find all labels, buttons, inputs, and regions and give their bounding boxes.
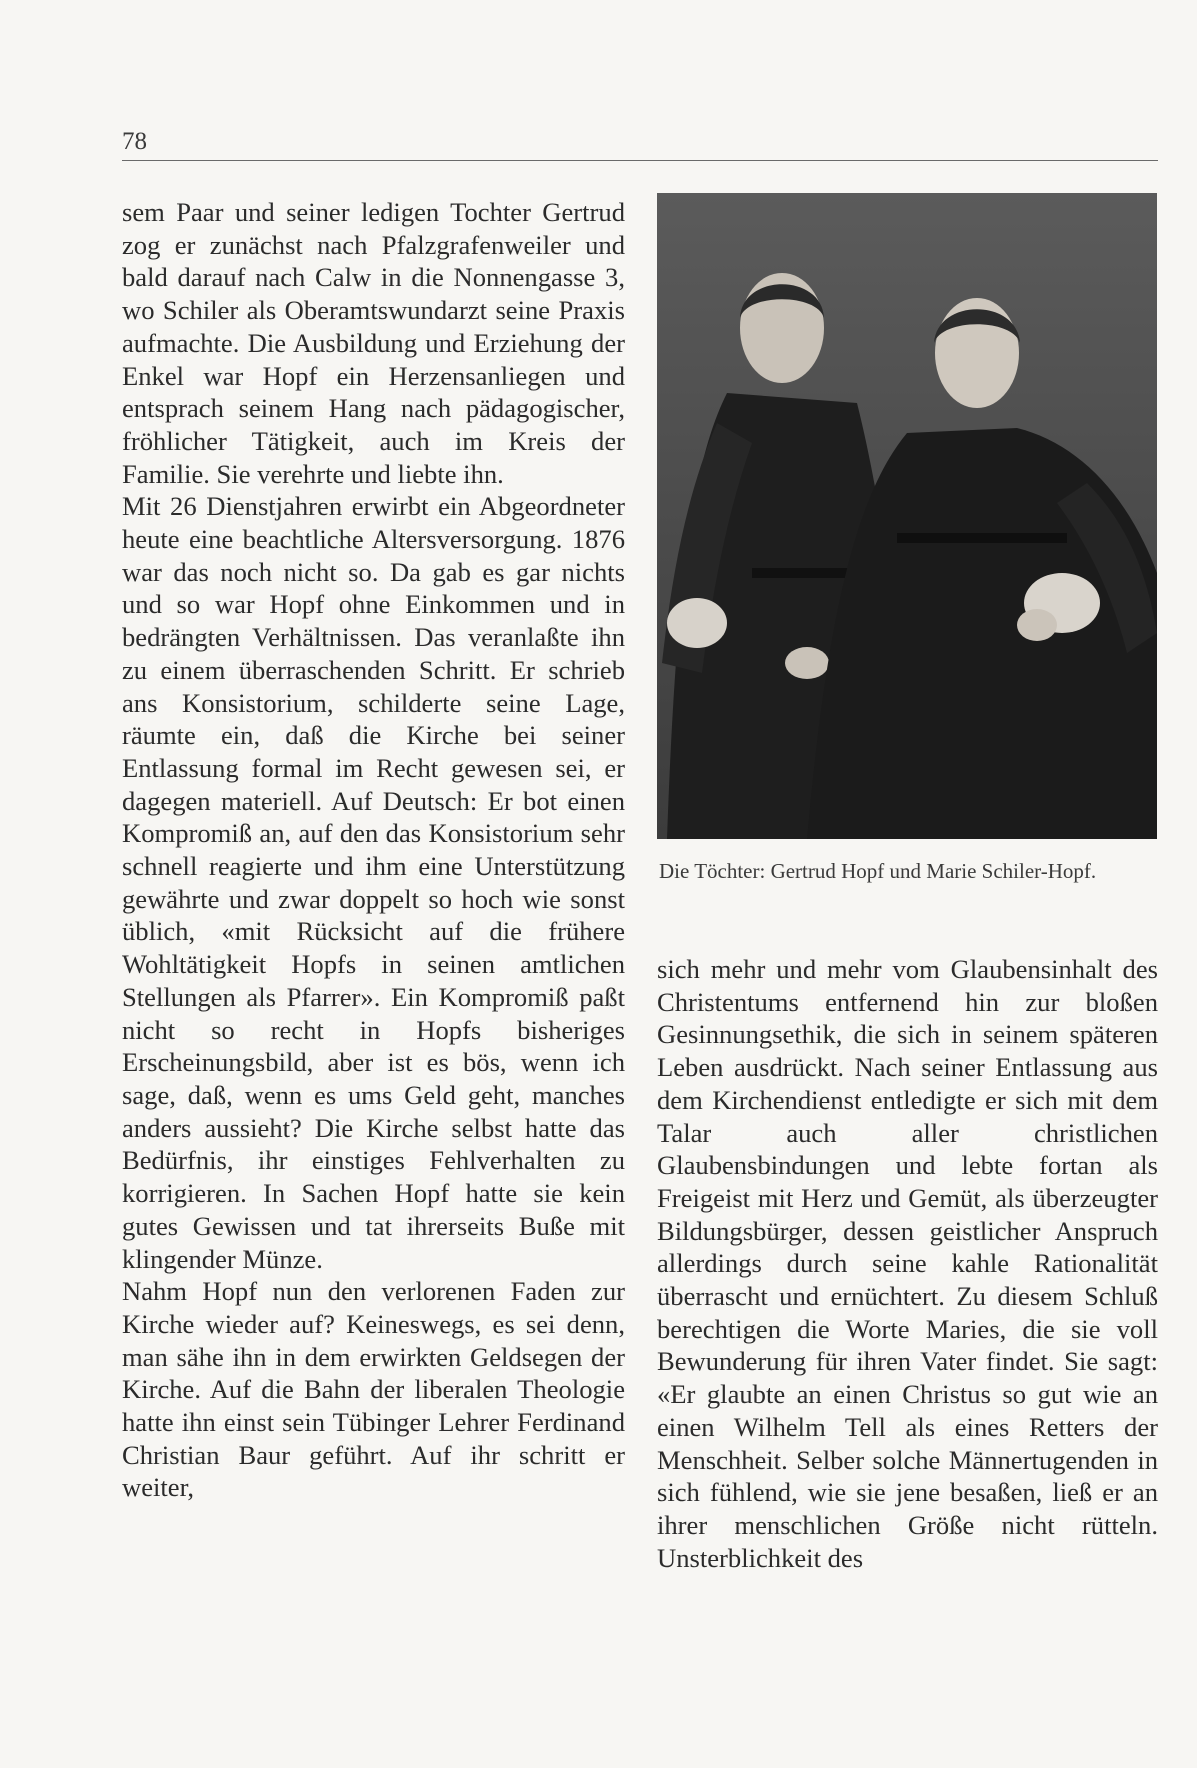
paragraph: Nahm Hopf nun den verlorenen Faden zur Kirche wieder auf? Keineswegs, es sei denn, man sähe ihn in dem erwirkten Geldsegen der Kirche. Auf die Bahn der liberalen Theologie hatte ihn einst sein Tübinger Lehrer Ferdinand Christian Baur geführt. Auf ihr schritt er weiter, — [122, 1276, 625, 1503]
paragraph: sich mehr und mehr vom Glaubensinhalt des Christentums entfernend hin zur bloßen Gesinnungsethik, die sich in seinem späteren Leben ausdrückt. Nach seiner Entlassung aus dem Kirchendienst entledigte er sich mit dem Talar auch aller christlichen Glaubensbindungen und lebte fortan als Freigeist mit Herz und Gemüt, als überzeugter Bildungsbürger, dessen geistlicher Anspruch allerdings durch seine kahle Rationalität überrascht und ernüchtert. Zu diesem Schluß berechtigen die Worte Maries, die sie voll Bewunderung für ihren Vater findet. Sie sagt: «Er glaubte an einen Christus so gut wie an einen Wilhelm Tell als eines Retters der Menschheit. Selber solche Männertugenden in sich fühlend, wie sie jene besaßen, ließ er an ihrer menschlichen Größe nicht rütteln. Unsterblichkeit des — [657, 954, 1158, 1573]
header-rule — [122, 160, 1158, 161]
right-column — [657, 953, 1158, 1574]
left-column — [122, 196, 625, 1504]
photo-illustration — [657, 193, 1157, 839]
paragraph: Mit 26 Dienstjahren erwirbt ein Abgeordneter heute eine beachtliche Altersversorgung. 1876 war das noch nicht so. Da gab es gar nichts und so war Hopf ohne Einkommen und in bedrängten Verhältnissen. Das veranlaßte ihn zu einem überraschenden Schritt. Er schrieb ans Konsistorium, schilderte seine Lage, räumte ein, daß die Kirche bei seiner Entlassung formal im Recht gewesen sei, er dagegen materiell. Auf Deutsch: Er bot einen Kompromiß an, auf den das Konsistorium sehr schnell reagierte und ihm eine Unterstützung gewährte und zwar doppelt so hoch wie sonst üblich, «mit Rücksicht auf die frühere Wohltätigkeit Hopfs in seinen amtlichen Stellungen als Pfarrer». Ein Kompromiß paßt nicht so recht in Hopfs bisheriges Erscheinungsbild, aber ist es bös, wenn ich sage, daß, wenn es ums Geld geht, manches anders aussieht? Die Kirche selbst hatte das Bedürfnis, ihr einstiges Fehlverhalten zu korrigieren. In Sachen Hopf hatte sie kein gutes Gewissen und tat ihrerseits Buße mit klingender Münze. — [122, 491, 625, 1274]
figure-caption: Die Töchter: Gertrud Hopf und Marie Schiler-Hopf. — [659, 859, 1097, 883]
photo-two-daughters — [657, 193, 1157, 839]
page-number: 78 — [122, 128, 147, 155]
paragraph: sem Paar und seiner ledigen Tochter Gertrud zog er zunächst nach Pfalzgrafenweiler und bald darauf nach Calw in die Nonnengasse 3, wo Schiler als Oberamtswundarzt seine Praxis aufmachte. Die Ausbildung und Erziehung der Enkel war Hopf ein Herzensanliegen und entsprach seinem Hang nach pädagogischer, fröhlicher Tätigkeit, auch im Kreis der Familie. Sie verehrte und liebte ihn. — [122, 197, 625, 489]
